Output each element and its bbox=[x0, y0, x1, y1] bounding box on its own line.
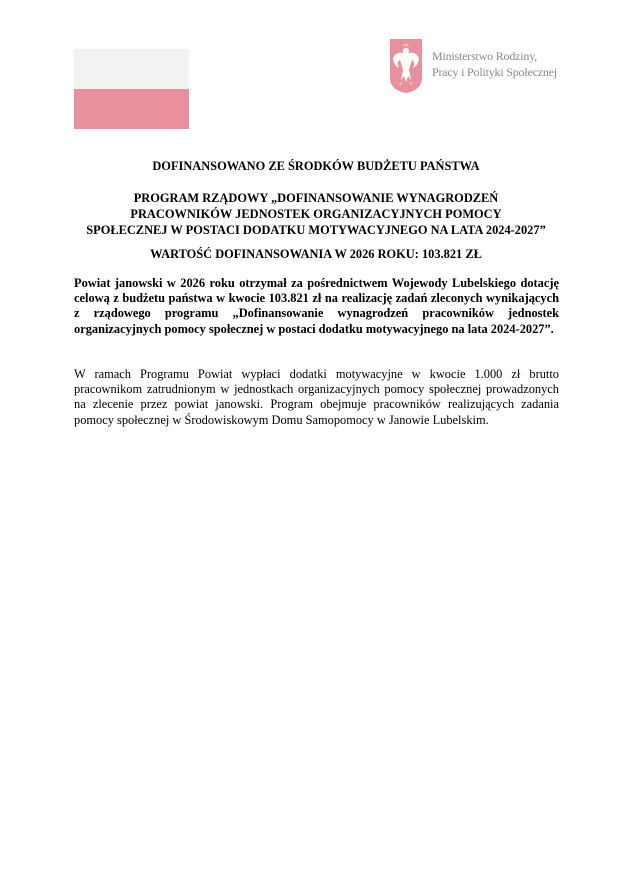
funding-heading: DOFINANSOWANO ZE ŚRODKÓW BUDŻETU PAŃSTWA bbox=[152, 159, 480, 173]
ministry-logo bbox=[389, 38, 559, 98]
program-heading-line: PRACOWNIKÓW JEDNOSTEK ORGANIZACYJNYCH POMOCY bbox=[130, 207, 502, 221]
ministry-name bbox=[432, 48, 557, 80]
polish-eagle-emblem-icon bbox=[389, 38, 423, 94]
funding-value-heading: WARTOŚĆ DOFINANSOWANIA W 2026 ROKU: 103.821 ZŁ bbox=[150, 247, 482, 261]
flag-red-stripe bbox=[74, 89, 189, 129]
program-description-paragraph: W ramach Programu Powiat wypłaci dodatki motywacyjne w kwocie 1.000 zł brutto pracownikom zatrudnionym w jednostkach organizacyjnych pomocy społecznej prowadzonych na zlecenie przez powiat janowski. Program obejmuje pracowników realizujących zadania pomocy społecznej w Środowiskowym Domu Samopomocy w Janowie Lubelskim. bbox=[74, 367, 559, 427]
grant-paragraph: Powiat janowski w 2026 roku otrzymał za pośrednictwem Wojewody Lubelskiego dotację celową z budżetu państwa w kwocie 103.821 zł na realizację zadań zleconych wynikających z rządowego programu „Dofinansowanie wynagrodzeń pracowników jednostek organizacyjnych pomocy społecznej w postaci dodatku motywacyjnego na lata 2024-2027”. bbox=[74, 276, 559, 336]
program-heading-line: SPOŁECZNEJ W POSTACI DODATKU MOTYWACYJNEGO NA LATA 2024-2027” bbox=[86, 223, 546, 237]
program-heading-line: PROGRAM RZĄDOWY „DOFINANSOWANIE WYNAGRODZEŃ bbox=[133, 191, 499, 205]
flag-white-stripe bbox=[74, 49, 189, 89]
polish-flag bbox=[74, 49, 189, 129]
ministry-name-line1: Ministerstwo Rodziny, bbox=[432, 49, 538, 63]
program-heading bbox=[60, 190, 572, 238]
ministry-name-line2: Pracy i Polityki Społecznej bbox=[432, 65, 557, 79]
